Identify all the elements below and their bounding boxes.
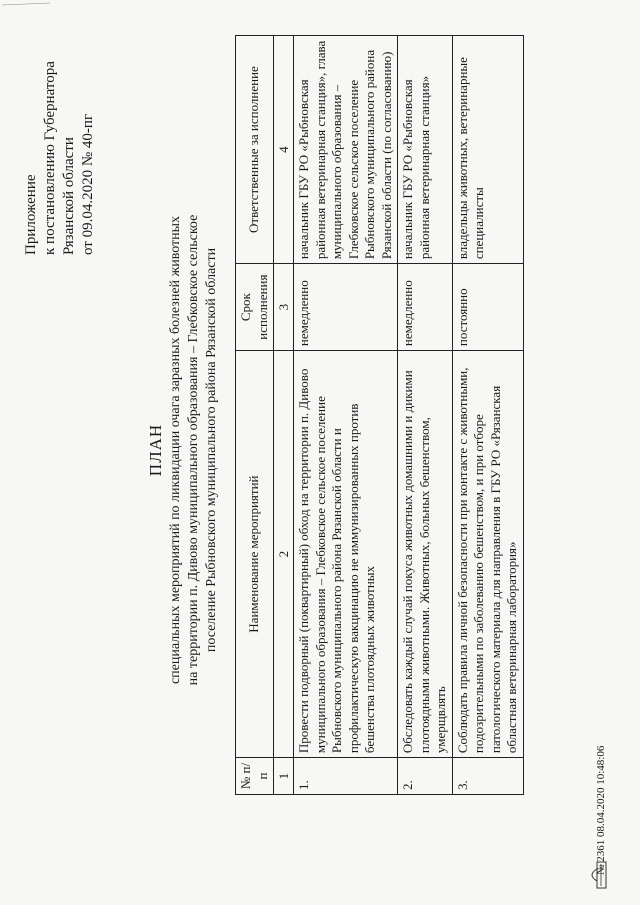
row-num: 3.	[452, 758, 523, 795]
header-name: Наименование мероприятий	[236, 351, 274, 758]
row-term: немедленно	[398, 264, 453, 351]
row-resp: владельцы животных, ветеринарные специалисты	[452, 36, 523, 264]
table-header-row	[236, 36, 274, 795]
row-num: 2.	[398, 758, 453, 795]
row-resp: начальник ГБУ РО «Рыбновская районная ветеринарная станция»	[398, 36, 453, 264]
table-row	[452, 36, 523, 795]
appendix-line-2: к постановлению Губернатора	[42, 61, 58, 255]
header-resp: Ответственные за исполнение	[236, 36, 274, 264]
col-number: 4	[274, 36, 294, 264]
appendix-block	[22, 15, 98, 255]
row-term: немедленно	[294, 264, 398, 351]
row-name: Соблюдать правила личной безопасности при контакте с животными, подозрительными по заболеванию бешенством, и при отборе патологического материала для направления в ГБУ РО «Рязанская областная ветеринарная лаборатория»	[452, 351, 523, 758]
row-term: постоянно	[452, 264, 523, 351]
header-num: № п/п	[236, 758, 274, 795]
appendix-line-4: от 09.04.2020 № 40-пг	[80, 113, 96, 255]
row-name: Обследовать каждый случай покуса животных домашними и дикими плотоядными животными. Животных, больных бешенством, умерщвлять	[398, 351, 453, 758]
col-number: 2	[274, 351, 294, 758]
row-resp: начальник ГБУ РО «Рыбновская районная ветеринарная станция», глава муниципального образования – Глебковское сельское поселение Рыбновского муниципального района Рязанской области (по согласованию)	[294, 36, 398, 264]
col-number: 3	[274, 264, 294, 351]
column-number-row	[274, 36, 294, 795]
plan-subtitle-1: специальных мероприятий по ликвидации очага заразных болезней животных	[168, 215, 183, 685]
header-term: Срок исполнения	[236, 264, 274, 351]
appendix-line-3: Рязанской области	[61, 137, 77, 255]
row-num: 1.	[294, 758, 398, 795]
table-row	[294, 36, 398, 795]
table-row	[398, 36, 453, 795]
plan-title-block	[145, 145, 221, 755]
plan-subtitle-2: на территории п. Дивово муниципального образования – Глебковское сельское	[186, 214, 201, 686]
plan-table	[235, 35, 524, 795]
appendix-line-1: Приложение	[23, 174, 39, 255]
col-number: 1	[274, 758, 294, 795]
plan-subtitle-3: поселение Рыбновского муниципального района Рязанской области	[204, 247, 219, 653]
row-name: Провести подворный (поквартирный) обход на территории п. Дивово муниципального образования – Глебковское сельское поселение Рыбновского муниципального района Рязанской области и профилактическую вакцинацию не иммунизированных против бешенства плотоядных животных	[294, 351, 398, 758]
registration-stamp: № 2361 08.04.2020 10:48:06	[595, 745, 607, 875]
plan-title: ПЛАН	[146, 423, 165, 477]
